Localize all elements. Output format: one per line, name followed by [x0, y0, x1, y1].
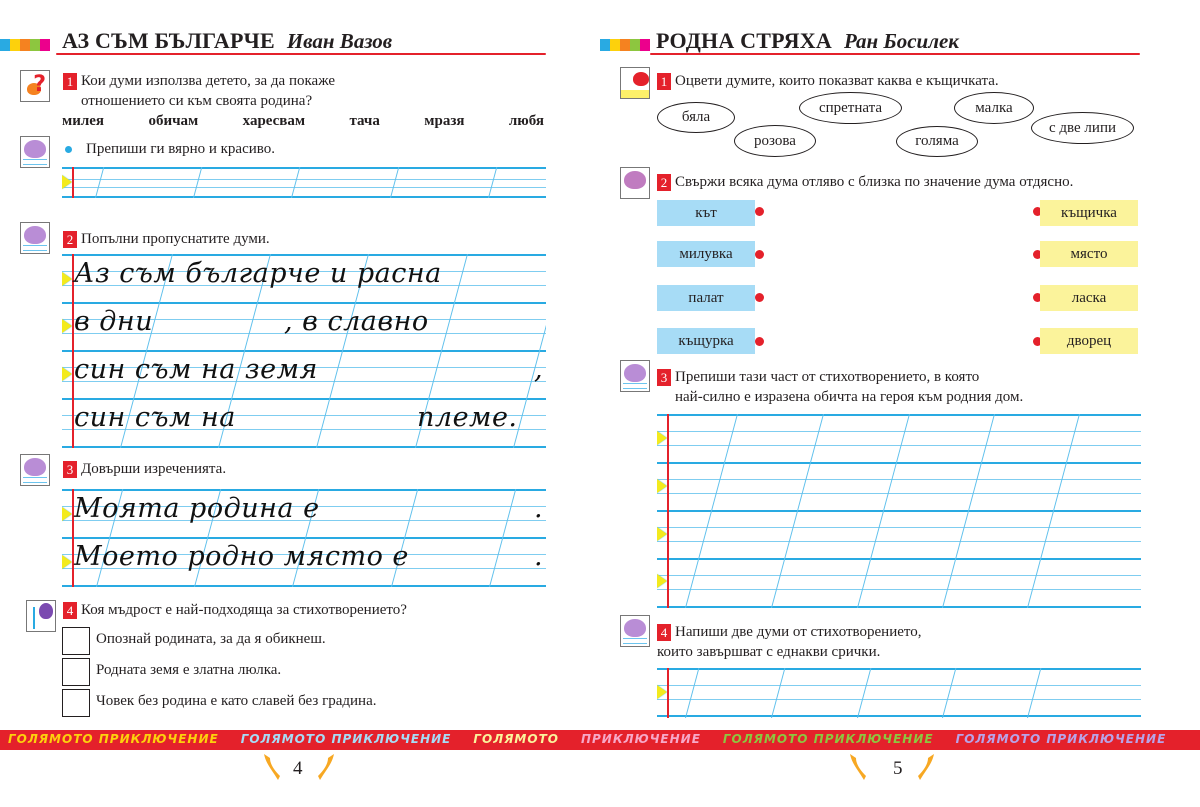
- task-number-badge: 3: [63, 461, 77, 478]
- stripe: [0, 39, 10, 51]
- script-line: Моето родно място е: [74, 541, 409, 572]
- banner-phrase: ГОЛЯМОТО ПРИКЛЮЧЕНИЕ: [8, 732, 219, 746]
- title-underline: [56, 53, 546, 55]
- right-page: [600, 0, 1200, 807]
- stripe: [640, 39, 650, 51]
- script-line: .: [534, 541, 544, 572]
- connect-dot[interactable]: [755, 337, 764, 346]
- connect-dot[interactable]: [755, 207, 764, 216]
- task3-instruction-line1: Препиши тази част от стихотворението, в която: [675, 369, 980, 385]
- poem-author: Иван Вазов: [286, 29, 393, 53]
- swoosh-right-icon: [318, 750, 336, 782]
- line-start-arrow-icon: [657, 685, 667, 699]
- ladybug-pencil-icon: [26, 600, 56, 632]
- mosquito-icon: [620, 167, 650, 199]
- swoosh-right-icon: [918, 750, 936, 782]
- script-line: син съм на земя: [74, 354, 318, 385]
- header-color-stripes: [600, 39, 650, 51]
- connect-dot[interactable]: [755, 293, 764, 302]
- word-oval-pink[interactable]: розова: [734, 125, 816, 157]
- line-start-arrow-icon: [657, 431, 667, 445]
- task-number-badge: 2: [657, 174, 671, 191]
- word-choice[interactable]: милея: [62, 113, 105, 129]
- right-word-box[interactable]: къщичка: [1040, 200, 1138, 226]
- line-start-arrow-icon: [62, 367, 72, 381]
- writing-butterfly-icon: [20, 136, 50, 168]
- word-choice[interactable]: тача: [349, 113, 380, 129]
- line-start-arrow-icon: [62, 319, 72, 333]
- word-choices: [62, 113, 544, 130]
- task3-instruction: Довърши изреченията.: [81, 461, 227, 477]
- script-line: .: [534, 493, 544, 524]
- stripe: [600, 39, 610, 51]
- stripe: [30, 39, 40, 51]
- connect-dot[interactable]: [755, 250, 764, 259]
- poem-title: РОДНА СТРЯХА: [656, 28, 832, 53]
- right-word-box[interactable]: ласка: [1040, 285, 1138, 311]
- header-color-stripes: [0, 39, 50, 51]
- task-number-badge: 1: [63, 73, 77, 90]
- banner-phrase: ГОЛЯМОТО ПРИКЛЮЧЕНИЕ: [722, 732, 934, 746]
- task4-instruction: Коя мъдрост е най-подходяща за стихотворението?: [81, 602, 407, 618]
- script-line: син съм на: [74, 402, 236, 433]
- writing-lines-task1[interactable]: [62, 167, 546, 198]
- stripe: [620, 39, 630, 51]
- footer-banner: [0, 730, 1200, 750]
- right-word-box[interactable]: място: [1040, 241, 1138, 267]
- left-word-box[interactable]: палат: [657, 285, 755, 311]
- answer-checkbox-2[interactable]: [62, 658, 90, 686]
- word-oval-two-lindens[interactable]: с две липи: [1031, 112, 1134, 144]
- word-choice[interactable]: обичам: [148, 113, 199, 129]
- writing-butterfly-icon: [620, 360, 650, 392]
- banner-phrase: ПРИКЛЮЧЕНИЕ: [580, 732, 701, 746]
- task2-instruction: Свържи всяка дума отляво с близка по значение дума отдясно.: [675, 174, 1074, 190]
- writing-lines-task2[interactable]: [62, 254, 546, 448]
- answer-option-3: Човек без родина е като славей без градина.: [96, 693, 377, 709]
- page-number: 4: [293, 758, 303, 779]
- swoosh-left-icon: [848, 750, 866, 782]
- word-oval-white[interactable]: бяла: [657, 102, 735, 133]
- right-word-box[interactable]: дворец: [1040, 328, 1138, 354]
- writing-butterfly-icon: [20, 454, 50, 486]
- task1b-instruction: Препиши ги вярно и красиво.: [86, 141, 276, 157]
- question-bug-icon: ?: [20, 70, 50, 102]
- left-word-box[interactable]: милувка: [657, 241, 755, 267]
- banner-phrase: ГОЛЯМОТО ПРИКЛЮЧЕНИЕ: [240, 732, 452, 746]
- writing-lines-task4[interactable]: [657, 668, 1141, 718]
- task4-instruction-line1: Напиши две думи от стихотворението,: [675, 624, 922, 640]
- page-number: 5: [893, 758, 903, 779]
- stripe: [10, 39, 20, 51]
- answer-option-1: Опознай родината, за да я обикнеш.: [96, 631, 326, 647]
- banner-phrase: ГОЛЯМОТО: [473, 732, 559, 746]
- script-line: , в славно: [284, 306, 429, 337]
- task3-instruction-line2: най-силно е изразена обичта на героя към родния дом.: [675, 389, 1024, 405]
- writing-lines-task3[interactable]: [62, 489, 546, 587]
- left-word-box[interactable]: къщурка: [657, 328, 755, 354]
- poem-author: Ран Босилек: [843, 29, 959, 53]
- script-line: Аз съм българче и расна: [74, 258, 442, 289]
- line-start-arrow-icon: [62, 175, 72, 189]
- line-start-arrow-icon: [62, 555, 72, 569]
- poem-title: АЗ СЪМ БЪЛГАРЧЕ: [62, 28, 275, 53]
- page-title: [62, 28, 392, 54]
- line-start-arrow-icon: [657, 479, 667, 493]
- page-title: [656, 28, 959, 54]
- writing-butterfly-icon: [20, 222, 50, 254]
- word-oval-big[interactable]: голяма: [896, 126, 978, 157]
- task1-instruction-line1: Кои думи използва детето, за да покаже: [81, 73, 336, 89]
- word-oval-small[interactable]: малка: [954, 92, 1034, 124]
- stripe: [610, 39, 620, 51]
- ladybug-painter-icon: [620, 67, 650, 99]
- bullet-icon: [65, 146, 72, 153]
- word-oval-neat[interactable]: спретната: [799, 92, 902, 124]
- answer-checkbox-3[interactable]: [62, 689, 90, 717]
- line-start-arrow-icon: [657, 574, 667, 588]
- swoosh-left-icon: [262, 750, 280, 782]
- task-number-badge: 4: [657, 624, 671, 641]
- script-line: в дни: [74, 306, 154, 337]
- answer-checkbox-1[interactable]: [62, 627, 90, 655]
- task1-instruction: Оцвети думите, които показват каква е къщичката.: [675, 73, 999, 89]
- writing-lines-task3[interactable]: [657, 414, 1141, 608]
- task-number-badge: 4: [63, 602, 77, 619]
- stripe: [630, 39, 640, 51]
- banner-phrase: ГОЛЯМОТО ПРИКЛЮЧЕНИЕ: [955, 732, 1167, 746]
- word-choice[interactable]: харесвам: [242, 113, 306, 129]
- script-line: Моята родина е: [74, 493, 320, 524]
- stripe: [40, 39, 50, 51]
- task-number-badge: 1: [657, 73, 671, 90]
- task1-instruction-line2: отношението си към своята родина?: [81, 93, 313, 109]
- writing-butterfly-icon: [620, 615, 650, 647]
- title-underline: [650, 53, 1140, 55]
- word-choice[interactable]: мразя: [424, 113, 465, 129]
- task4-instruction-line2: които завършват с еднакви срички.: [657, 644, 881, 660]
- task2-instruction: Попълни пропуснатите думи.: [81, 231, 270, 247]
- line-start-arrow-icon: [62, 507, 72, 521]
- answer-option-2: Родната земя е златна люлка.: [96, 662, 282, 678]
- word-choice[interactable]: любя: [508, 113, 544, 129]
- script-line: ,: [534, 354, 544, 385]
- footer-banner-text: [8, 732, 1200, 746]
- line-start-arrow-icon: [657, 527, 667, 541]
- left-word-box[interactable]: кът: [657, 200, 755, 226]
- task-number-badge: 3: [657, 369, 671, 386]
- task-number-badge: 2: [63, 231, 77, 248]
- script-line: племе.: [417, 402, 518, 433]
- line-start-arrow-icon: [62, 272, 72, 286]
- stripe: [20, 39, 30, 51]
